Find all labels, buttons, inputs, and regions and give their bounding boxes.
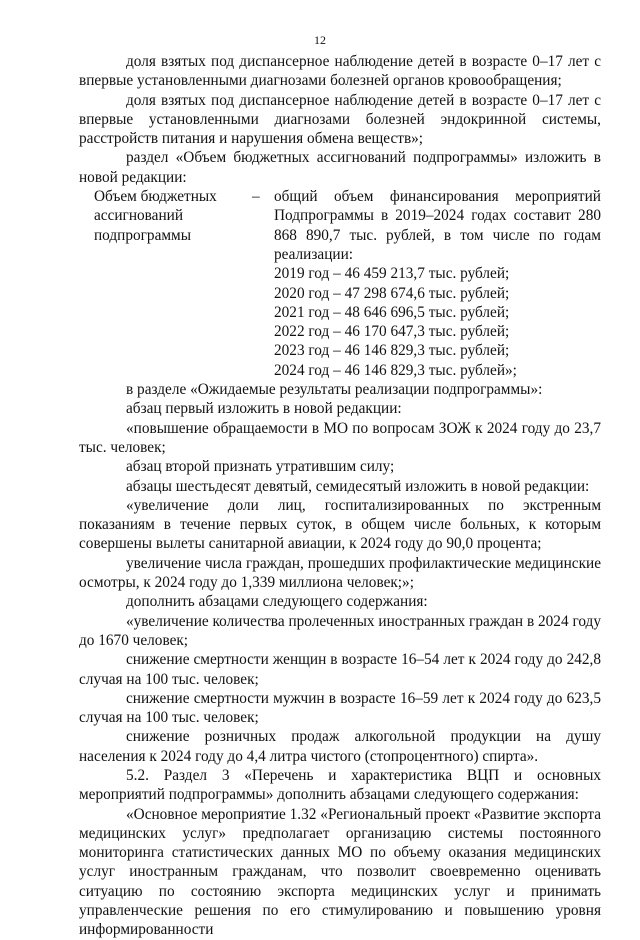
budget-table-label: Объем бюджетных ассигнований подпрограммы (94, 188, 217, 244)
paragraph: «повышение обращаемости в МО по вопросам ЗОЖ к 2024 году до 23,7 тыс. человек; (79, 419, 601, 456)
paragraph: доля взятых под диспансерное наблюдение детей в возрасте 0–17 лет с впервые установленными диагнозами болезней органов кровообращения; (79, 53, 601, 90)
budget-table (79, 187, 601, 380)
document-body (79, 52, 601, 940)
paragraph: снижение смертности мужчин в возрасте 16–59 лет к 2024 году до 623,5 случая на 100 тыс. человек; (79, 689, 601, 727)
budget-table-values (274, 187, 601, 380)
budget-year-line: 2022 год – 46 170 647,3 тыс. рублей; (274, 323, 510, 341)
paragraph: в разделе «Ожидаемые результаты реализации подпрограммы»: (126, 381, 543, 399)
budget-year-line: 2019 год – 46 459 213,7 тыс. рублей; (274, 265, 510, 283)
budget-table-dash: – (252, 188, 260, 206)
paragraph: «увеличение доли лиц, госпитализированных по экстренным показаниям в течение первых суток, в общем числе больных, к которым совершены вылеты санитарной авиации, к 2024 году до 90,0 процента; (79, 496, 601, 553)
paragraph: «увеличение количества пролеченных иностранных граждан в 2024 году до 1670 человек; (79, 612, 601, 649)
budget-year-line: 2021 год – 48 646 696,5 тыс. рублей; (274, 303, 510, 321)
paragraph: «Основное мероприятие 1.32 «Региональный проект «Развитие экспорта медицинских услуг» предполагает организацию системы постоянного мониторинга статистических данных МО по объему оказания медицинских услуг иностранным гражданам, что позволит своевременно оценивать ситуацию по состоянию экспорта медицинских услуг и принимать управленческие решения по его стимулированию и повышению уровня информированности (79, 805, 601, 939)
page-number: 12 (314, 33, 326, 47)
paragraph: снижение смертности женщин в возрасте 16–54 лет к 2024 году до 242,8 случая на 100 тыс. человек; (79, 651, 601, 688)
paragraph: абзацы шестьдесят девятый, семидесятый изложить в новой редакции: (126, 477, 590, 495)
budget-year-line: 2023 год – 46 146 829,3 тыс. рублей; (274, 342, 510, 360)
budget-year-line: 2024 год – 46 146 829,3 тыс. рублей»; (274, 361, 517, 379)
paragraph: раздел «Объем бюджетных ассигнований подпрограммы» изложить в новой редакции: (79, 149, 601, 186)
paragraph: 5.2. Раздел 3 «Перечень и характеристика ВЦП и основных мероприятий подпрограммы» дополнить абзацами следующего содержания: (79, 766, 601, 804)
budget-year-line: 2020 год – 47 298 674,6 тыс. рублей; (274, 284, 510, 302)
budget-intro: общий объем финансирования мероприятий Подпрограммы в 2019–2024 годах составит 280 868 890,7 тыс. рублей, в том числе по годам реализации: (274, 188, 601, 263)
paragraph: снижение розничных продаж алкогольной продукции на душу населения к 2024 году до 4,4 литра чистого (стопроцентного) спирта». (79, 728, 601, 765)
paragraph: абзац первый изложить в новой редакции: (126, 400, 402, 418)
paragraph: доля взятых под диспансерное наблюдение детей в возрасте 0–17 лет с впервые установленными диагнозами болезней эндокринной системы, расстройств питания и нарушения обмена веществ»; (79, 91, 601, 148)
paragraph: дополнить абзацами следующего содержания: (126, 593, 428, 611)
paragraph: увеличение числа граждан, прошедших профилактические медицинские осмотры, к 2024 году до 1,339 миллиона человек;»; (79, 554, 601, 592)
paragraph: абзац второй признать утратившим силу; (126, 458, 395, 476)
